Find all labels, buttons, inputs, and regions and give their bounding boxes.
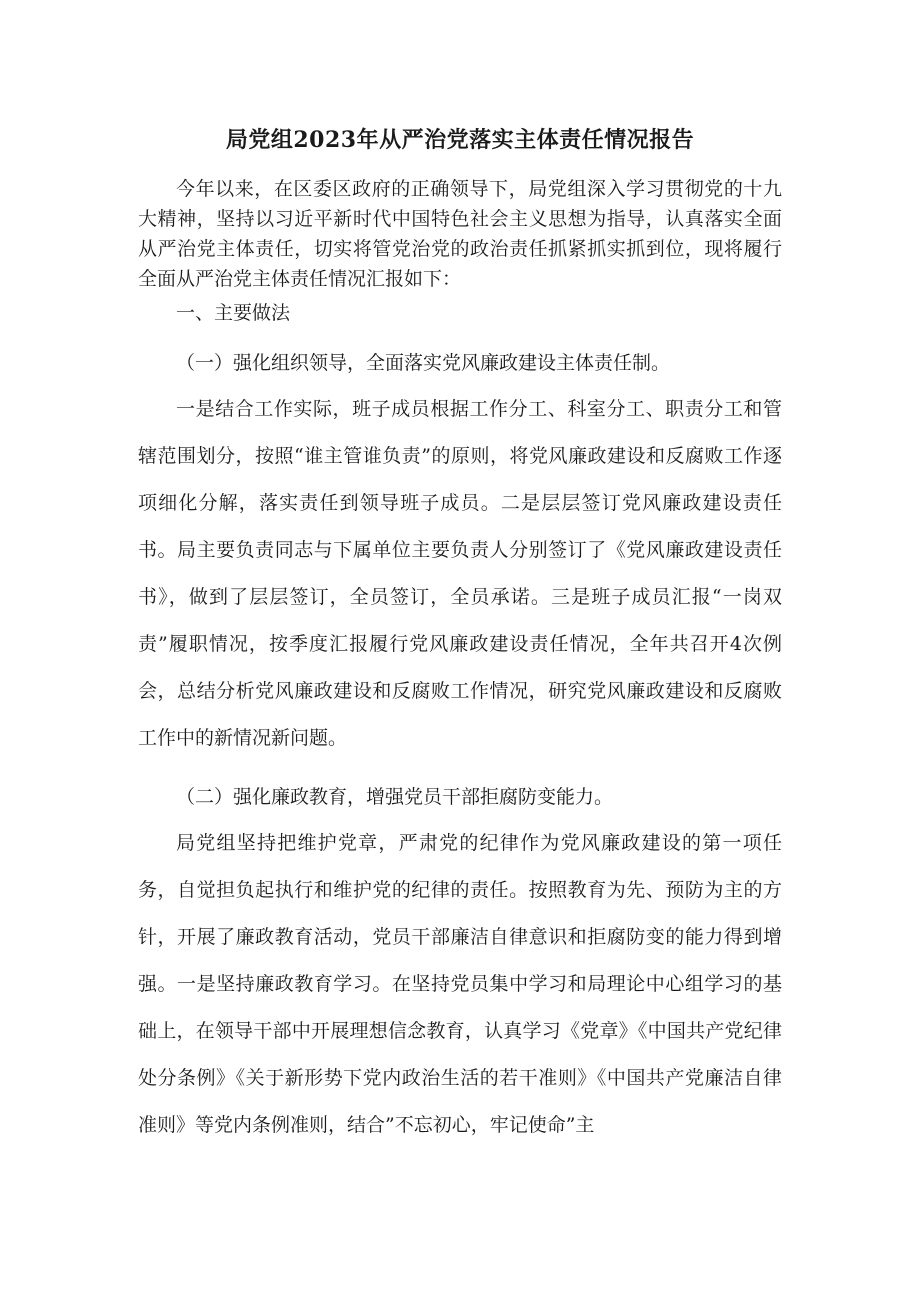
intro-paragraph: 今年以来，在区委区政府的正确领导下，局党组深入学习贯彻党的十九大精神，坚持以习近平新时代中国特色社会主义思想为指导，认真落实全面从严治党主体责任，切实将管党治党的政治责任抓紧抓实抓到位，现将履行全面从严治党主体责任情况汇报如下： — [138, 178, 782, 290]
document-title: 局党组2023年从严治党落实主体责任情况报告 — [225, 127, 695, 153]
subsection-body-1: 一是结合工作实际，班子成员根据工作分工、科室分工、职责分工和管辖范围划分，按照“谁主管谁负责”的原则，将党风廉政建设和反腐败工作逐项细化分解，落实责任到领导班子成员。二是层层签订党风廉政建设责任书。局主要负责同志与下属单位主要负责人分别签订了《党风廉政建设责任书》，做到了层层签订，全员签订，全员承诺。三是班子成员汇报“一岗双责”履职情况，按季度汇报履行党风廉政建设责任情况，全年共召开4次例会，总结分析党风廉政建设和反腐败工作情况，研究党风廉政建设和反腐败工作中的新情况新问题。 — [138, 398, 782, 749]
subsection-heading-2: （二）强化廉政教育，增强党员干部拒腐防变能力。 — [176, 786, 614, 808]
section-heading: 一、主要做法 — [176, 302, 291, 324]
subsection-heading-1: （一）强化组织领导，全面落实党风廉政建设主体责任制。 — [176, 352, 671, 374]
subsection-body-2: 局党组坚持把维护党章，严肃党的纪律作为党风廉政建设的第一项任务，自觉担负起执行和维护党的纪律的责任。按照教育为先、预防为主的方针，开展了廉政教育活动，党员干部廉洁自律意识和拒腐防变的能力得到增强。一是坚持廉政教育学习。在坚持党员集中学习和局理论中心组学习的基础上，在领导干部中开展理想信念教育，认真学习《党章》《中国共产党纪律处分条例》《关于新形势下党内政治生活的若干准则》《中国共产党廉洁自律准则》等党内条例准则，结合”不忘初心，牢记使命”主 — [138, 832, 782, 1136]
